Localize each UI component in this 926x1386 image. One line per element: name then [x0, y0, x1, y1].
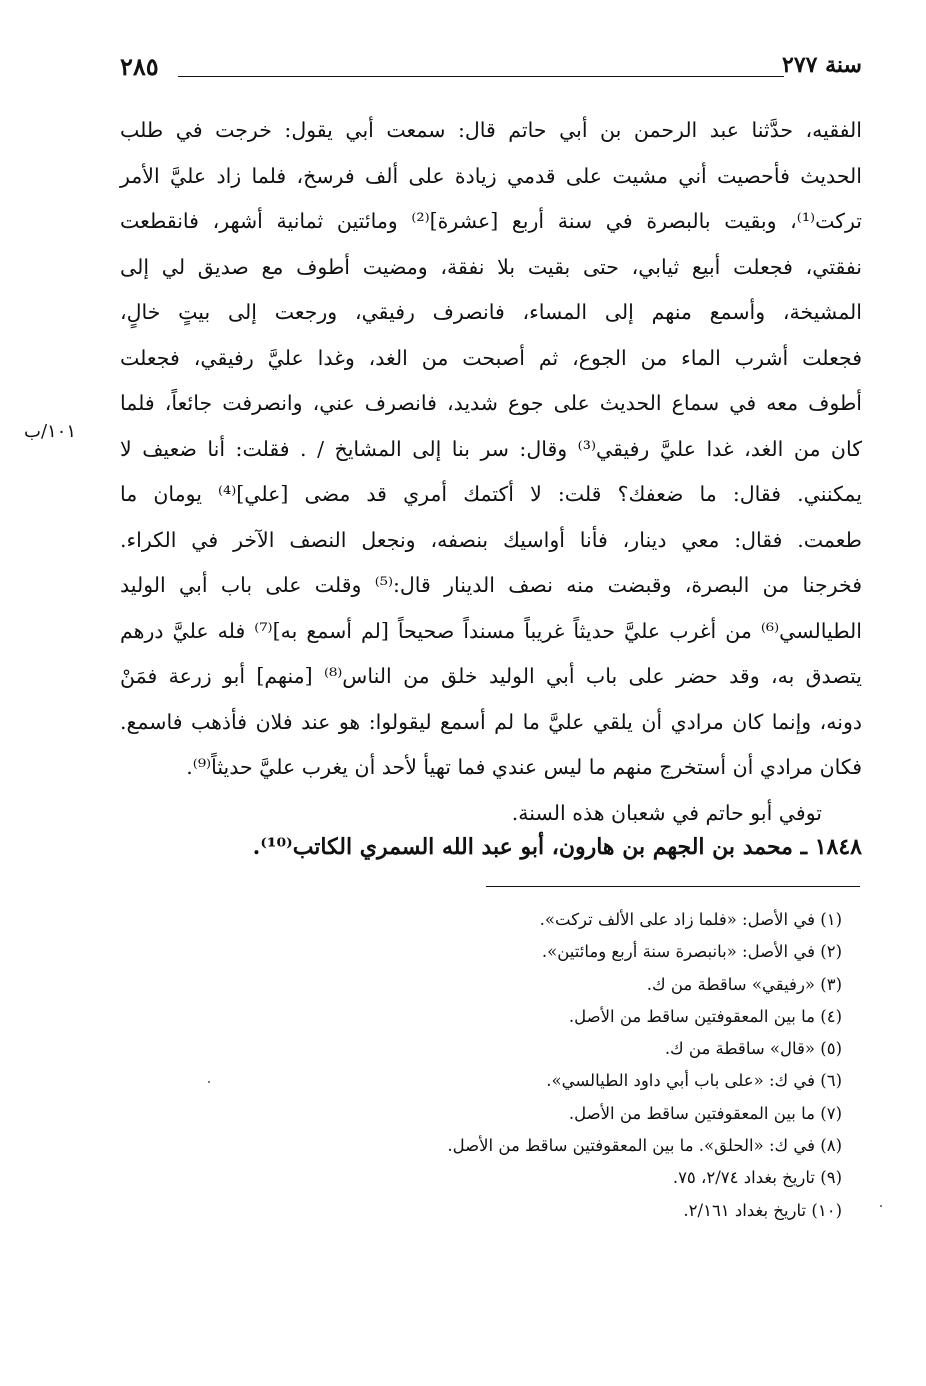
footnote: (٣) «رفيقي» ساقطة من ك.: [646, 974, 842, 994]
footnote: (١) في الأصل: «فلما زاد على الألف تركت».: [539, 910, 842, 929]
header-year: سنة ٢٧٧: [782, 52, 862, 78]
main-text: [120, 108, 862, 836]
text-line: يتصدق به، وقد حضر على باب أبي الوليد خلق من الناس⁽⁸⁾ [منهم] أبو زرعة فمَنْ: [120, 664, 862, 688]
text-line: الحديث فأحصيت أني مشيت على قدمي زيادة على ألف فرسخ، فلما زاد عليَّ الأمر: [120, 163, 862, 188]
margin-folio-note: ١٠١/ب: [24, 421, 77, 442]
text-line: دونه، وإنما كان مرادي أن يلقي عليَّ ما لم أسمع ليقولوا: هو عند فلان فأذهب فاسمع.: [120, 709, 862, 734]
text-line: طعمت. فقال: معي دينار، فأنا أواسيك بنصفه، ونجعل النصف الآخر في الكراء.: [120, 527, 862, 552]
running-header: [120, 52, 862, 92]
death-note: توفي أبو حاتم في شعبان هذه السنة.: [511, 800, 822, 825]
footnote: (٨) في ك: «الحلق». ما بين المعقوفتين ساقط من الأصل.: [447, 1136, 842, 1156]
footnote: (٩) تاريخ بغداد ٢/٧٤، ٧٥.: [672, 1168, 842, 1188]
footnote: (٤) ما بين المعقوفتين ساقط من الأصل.: [568, 1006, 842, 1026]
text-line: أطوف معه في سماع الحديث على جوع شديد، فانصرف عني، وانصرفت جائعاً، فلما: [120, 391, 862, 415]
text-line: المشيخة، وأسمع منهم إلى المساء، فانصرف رفيقي، ورجعت إلى بيتٍ خالٍ،: [120, 300, 862, 324]
footnote: (٧) ما بين المعقوفتين ساقط من الأصل.: [568, 1103, 842, 1123]
footnote: (٦) في ك: «على باب أبي داود الطيالسي».: [546, 1071, 842, 1091]
text-line: كان من الغد، غدا عليَّ رفيقي⁽³⁾ وقال: سر بنا إلى المشايخ / . فقلت: أنا ضعيف لا: [120, 436, 862, 461]
footnote-separator: [486, 886, 860, 887]
footnote: (١٠) تاريخ بغداد ٢/١٦١.: [683, 1200, 842, 1220]
text-line: الطيالسي⁽⁶⁾ من أغرب عليَّ حديثاً غريباً مسنداً صحيحاً [لم أسمع به]⁽⁷⁾ فله عليَّ درهم: [120, 618, 862, 643]
print-speck: [880, 1205, 882, 1207]
text-line: الفقيه، حدَّثنا عبد الرحمن بن أبي حاتم قال: سمعت أبي يقول: خرجت في طلب: [120, 118, 862, 142]
footnote: (٢) في الأصل: «بانبصرة سنة أربع ومائتين».: [541, 942, 842, 962]
header-rule: [178, 76, 784, 77]
page-number: ٢٨٥: [120, 52, 159, 81]
text-line: تركت⁽¹⁾، وبقيت بالبصرة في سنة أربع [عشرة]⁽²⁾ ومائتين ثمانية أشهر، فانقطعت: [120, 209, 862, 233]
entry-heading: ١٨٤٨ ـ محمد بن الجهم بن هارون، أبو عبد الله السمري الكاتب⁽¹⁰⁾.: [252, 834, 862, 860]
text-line: فخرجنا من البصرة، وقبضت منه نصف الدينار قال:⁽⁵⁾ وقلت على باب أبي الوليد: [120, 573, 862, 597]
print-speck: [208, 1081, 210, 1083]
text-line: فكان مرادي أن أستخرج منهم ما ليس عندي فما تهيأ لأحد أن يغرب عليَّ حديثاً⁽⁹⁾.: [186, 755, 862, 779]
footnotes: [160, 904, 842, 1227]
text-line: فجعلت أشرب الماء من الجوع، ثم أصبحت من الغد، وغدا عليَّ رفيقي، فجعلت: [120, 345, 862, 370]
text-line: نفقتي، فجعلت أبيع ثيابي، حتى بقيت بلا نفقة، ومضيت أطوف مع صديق لي إلى: [120, 254, 862, 279]
text-line: يمكنني. فقال: ما ضعفك؟ قلت: لا أكتمك أمري قد مضى [علي]⁽⁴⁾ يومان ما: [120, 482, 862, 506]
footnote: (٥) «قال» ساقطة من ك.: [664, 1039, 842, 1059]
